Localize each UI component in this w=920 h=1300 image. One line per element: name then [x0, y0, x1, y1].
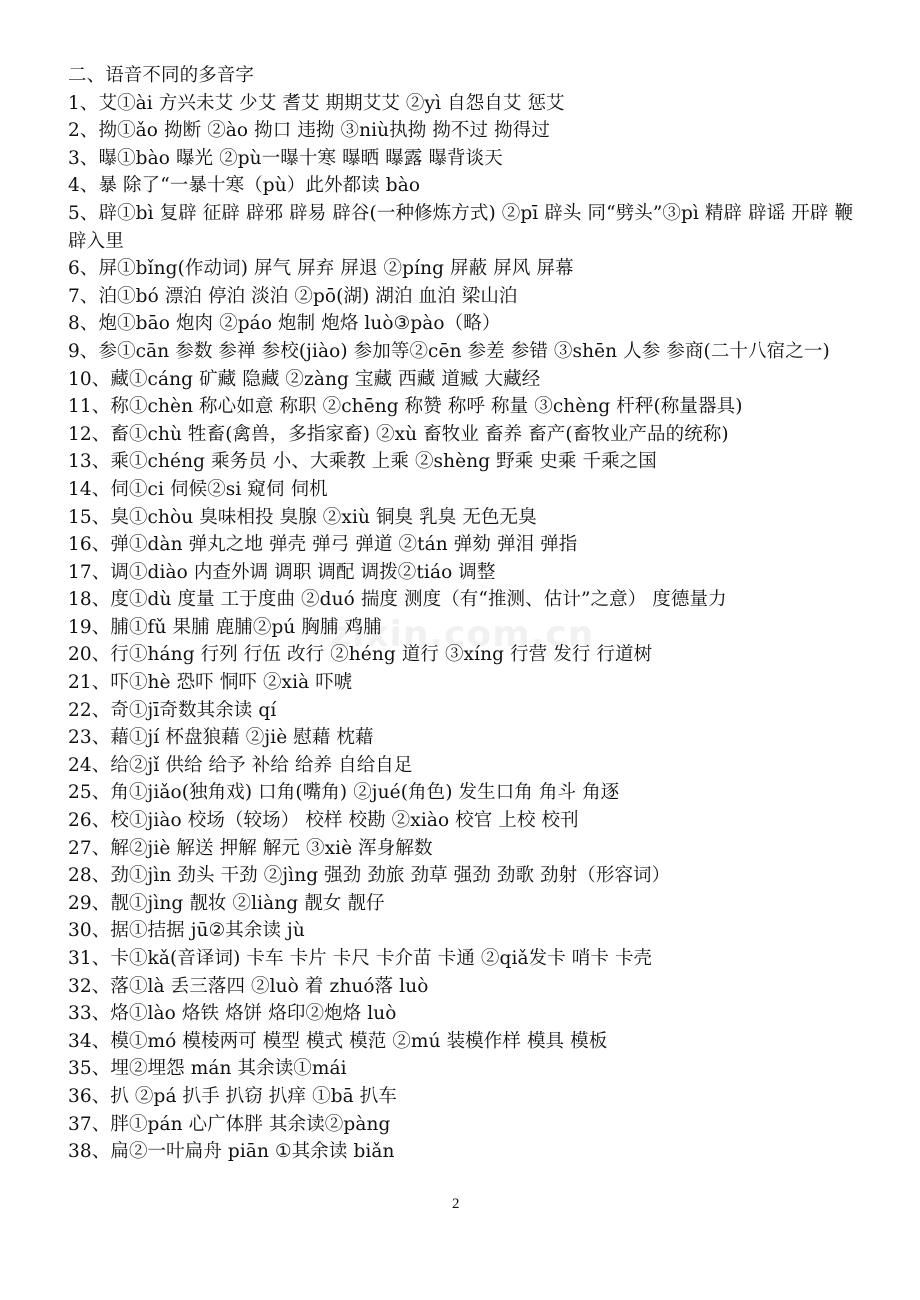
entry-line-7: 7、泊①bó 漂泊 停泊 淡泊 ②pō(湖) 湖泊 血泊 梁山泊	[68, 285, 518, 307]
entry-line-29: 29、靓①jìng 靓妆 ②liàng 靓女 靓仔	[68, 892, 385, 914]
entry-line-9: 9、参①cān 参数 参禅 参校(jiào) 参加等②cēn 参差 参错 ③shēn 人参 参商(二十八宿之一)	[68, 340, 830, 362]
entry-line-32: 32、落①là 丢三落四 ②luò 着 zhuó落 luò	[68, 975, 429, 997]
entry-line-36: 36、扒 ②pá 扒手 扒窃 扒痒 ①bā 扒车	[68, 1085, 397, 1107]
entry-line-6: 6、屏①bǐng(作动词) 屏气 屏弃 屏退 ②píng 屏蔽 屏风 屏幕	[68, 258, 574, 280]
entry-line-37: 37、胖①pán 心广体胖 其余读②pàng	[68, 1113, 391, 1135]
entry-line-16: 16、弹①dàn 弹丸之地 弹壳 弹弓 弹道 ②tán 弹劾 弹泪 弹指	[68, 534, 578, 556]
entry-line-28: 28、劲①jìn 劲头 干劲 ②jìng 强劲 劲旅 劲草 强劲 劲歌 劲射（形容词）	[68, 865, 671, 887]
entry-line-23: 23、藉①jí 杯盘狼藉 ②jiè 慰藉 枕藉	[68, 727, 374, 749]
entry-line-15: 15、臭①chòu 臭味相投 臭腺 ②xiù 铜臭 乳臭 无色无臭	[68, 506, 537, 528]
entry-line-5: 5、辟①bì 复辟 征辟 辟邪 辟易 辟谷(一种修炼方式) ②pī 辟头 同“劈头”③pì 精辟 辟谣 开辟 鞭辟入里	[68, 202, 854, 252]
entry-line-2: 2、拗①ǎo 拗断 ②ào 拗口 违拗 ③niù执拗 拗不过 拗得过	[68, 120, 550, 142]
entry-line-4: 4、暴 除了“一暴十寒（pù）此外都读 bào	[68, 175, 421, 197]
entry-line-27: 27、解②jiè 解送 押解 解元 ③xiè 浑身解数	[68, 837, 433, 859]
entry-line-30: 30、据①拮据 jū②其余读 jù	[68, 920, 305, 942]
entry-line-3: 3、曝①bào 曝光 ②pù一曝十寒 曝晒 曝露 曝背谈天	[68, 147, 503, 169]
document-body	[68, 62, 858, 1166]
entry-line-13: 13、乘①chéng 乘务员 小、大乘教 上乘 ②shèng 野乘 史乘 千乘之国	[68, 451, 657, 473]
entry-line-8: 8、炮①bāo 炮肉 ②páo 炮制 炮烙 luò③pào（略）	[68, 313, 501, 335]
entry-line-18: 18、度①dù 度量 工于度曲 ②duó 揣度 测度（有“推测、估计”之意） 度德量力	[68, 589, 727, 611]
entry-line-38: 38、扁②一叶扁舟 piān ①其余读 biǎn	[68, 1141, 395, 1163]
entry-line-14: 14、伺①ci 伺候②si 窥伺 伺机	[68, 478, 328, 500]
entry-line-31: 31、卡①kǎ(音译词) 卡车 卡片 卡尺 卡介苗 卡通 ②qiǎ发卡 哨卡 卡壳	[68, 948, 653, 969]
entry-line-21: 21、吓①hè 恐吓 恫吓 ②xià 吓唬	[68, 672, 353, 694]
page-number: 2	[452, 1196, 460, 1212]
entry-line-26: 26、校①jiào 校场（较场） 校样 校勘 ②xiào 校官 上校 校刊	[68, 810, 579, 832]
entry-line-10: 10、藏①cáng 矿藏 隐藏 ②zàng 宝藏 西藏 道臧 大藏经	[68, 368, 541, 390]
section-heading: 二、语音不同的多音字	[68, 65, 255, 86]
entry-line-25: 25、角①jiǎo(独角戏) 口角(嘴角) ②jué(角色) 发生口角 角斗 角逐	[68, 782, 620, 804]
entry-line-34: 34、模①mó 模棱两可 模型 模式 模范 ②mú 装模作样 模具 模板	[68, 1030, 608, 1052]
entry-line-12: 12、畜①chù 牲畜(禽兽，多指家畜) ②xù 畜牧业 畜养 畜产(畜牧业产品的统称)	[68, 423, 729, 445]
entry-line-24: 24、给②jǐ 供给 给予 补给 给养 自给自足	[68, 754, 413, 776]
entry-line-17: 17、调①diào 内查外调 调职 调配 调拨②tiáo 调整	[68, 561, 496, 583]
entry-line-22: 22、奇①jī奇数其余读 qí	[68, 699, 277, 721]
entry-line-1: 1、艾①ài 方兴未艾 少艾 耆艾 期期艾艾 ②yì 自怨自艾 惩艾	[68, 92, 565, 114]
entry-line-35: 35、埋②埋怨 mán 其余读①mái	[68, 1058, 347, 1080]
entry-line-20: 20、行①háng 行列 行伍 改行 ②héng 道行 ③xíng 行营 发行 行道树	[68, 644, 653, 666]
watermark: zixin.com.cn	[330, 614, 595, 655]
entry-line-19: 19、脯①fǔ 果脯 鹿脯②pú 胸脯 鸡脯	[68, 616, 382, 638]
entry-line-33: 33、烙①lào 烙铁 烙饼 烙印②炮烙 luò	[68, 1003, 397, 1025]
entry-line-11: 11、称①chèn 称心如意 称职 ②chēng 称赞 称呼 称量 ③chèng 杆秤(称量器具)	[68, 396, 743, 418]
